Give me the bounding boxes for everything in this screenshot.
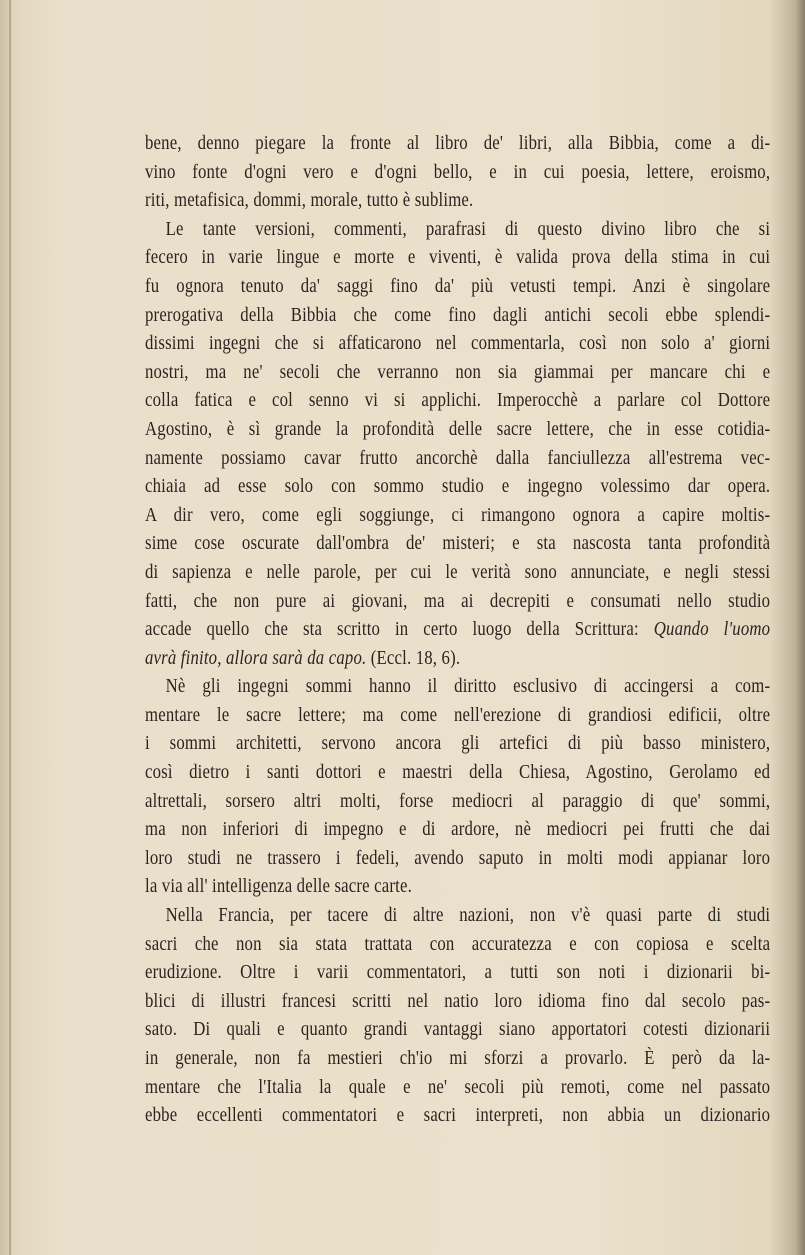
line-text: ebbe eccellenti commentatori e sacri interpreti, non abbia un dizionario bbox=[145, 1105, 771, 1127]
text-line bbox=[145, 959, 770, 988]
line-text: fecero in varie lingue e morte e viventi, è valida prova della stima in cui bbox=[145, 247, 771, 269]
line-text: chiaia ad esse solo con sommo studio e ingegno volessimo dar opera. bbox=[145, 476, 771, 498]
text-line bbox=[145, 530, 770, 559]
line-text: Le tante versioni, commenti, parafrasi di questo divino libro che si bbox=[165, 218, 771, 240]
italic-quote: Quando l'uomo bbox=[653, 619, 771, 641]
text-line bbox=[145, 1016, 770, 1045]
text-line bbox=[145, 730, 770, 759]
line-text: vino fonte d'ogni vero e d'ogni bello, e in cui poesia, lettere, eroismo, bbox=[145, 161, 771, 183]
line-text: nostri, ma ne' secoli che verranno non sia giammai per mancare chi e bbox=[145, 361, 771, 383]
text-line bbox=[145, 159, 770, 188]
text-line bbox=[145, 302, 770, 331]
line-text: accade quello che sta scritto in certo luogo della Scrittura: bbox=[145, 619, 654, 641]
text-line bbox=[145, 1074, 770, 1103]
text-line bbox=[145, 1045, 770, 1074]
text-line bbox=[145, 244, 770, 273]
text-line bbox=[145, 502, 770, 531]
line-text: dissimi ingegni che si affaticarono nel commentarla, così non solo a' giorni bbox=[145, 333, 771, 355]
text-line bbox=[145, 416, 770, 445]
text-line bbox=[145, 559, 770, 588]
text-line bbox=[145, 988, 770, 1017]
line-text: riti, metafisica, dommi, morale, tutto è sublime. bbox=[145, 190, 474, 212]
line-text: la via all' intelligenza delle sacre carte. bbox=[145, 876, 412, 898]
line-text: Agostino, è sì grande la profondità delle sacre lettere, che in esse cotidia- bbox=[145, 418, 771, 440]
text-line bbox=[145, 788, 770, 817]
text-line bbox=[145, 616, 770, 645]
text-line bbox=[145, 473, 770, 502]
line-text: sime cose oscurate dall'ombra de' misteri; e sta nascosta tanta profondità bbox=[145, 533, 771, 555]
text-line bbox=[145, 359, 770, 388]
text-line bbox=[145, 702, 770, 731]
text-line bbox=[145, 445, 770, 474]
text-line bbox=[145, 673, 770, 702]
line-text: bene, denno piegare la fronte al libro de' libri, alla Bibbia, come a di- bbox=[145, 133, 771, 154]
text-line bbox=[145, 588, 770, 617]
line-text: A dir vero, come egli soggiunge, ci rimangono ognora a capire moltis- bbox=[145, 504, 771, 526]
text-line bbox=[145, 130, 770, 159]
line-text: fatti, che non pure ai giovani, ma ai decrepiti e consumati nello studio bbox=[145, 590, 771, 612]
text-line bbox=[145, 816, 770, 845]
line-text: sacri che non sia stata trattata con accuratezza e con copiosa e scelta bbox=[145, 933, 771, 955]
text-line bbox=[145, 759, 770, 788]
line-text: ma non inferiori di impegno e di ardore, nè mediocri pei frutti che dai bbox=[145, 819, 771, 841]
line-text: colla fatica e col senno vi si applichi. Imperocchè a parlare col Dottore bbox=[145, 390, 771, 412]
text-line bbox=[145, 873, 770, 902]
line-text: di sapienza e nelle parole, per cui le verità sono annunciate, e negli stessi bbox=[145, 561, 771, 583]
line-text: Nella Francia, per tacere di altre nazioni, non v'è quasi parte di studi bbox=[165, 905, 771, 927]
text-line bbox=[145, 931, 770, 960]
italic-quote: avrà finito, allora sarà da capo. bbox=[145, 647, 367, 669]
text-line bbox=[145, 387, 770, 416]
line-text: in generale, non fa mestieri ch'io mi sforzi a provarlo. È però da la- bbox=[145, 1048, 771, 1069]
line-text: così dietro i santi dottori e maestri della Chiesa, Agostino, Gerolamo ed bbox=[145, 762, 771, 784]
line-text: (Eccl. 18, 6). bbox=[366, 647, 461, 669]
line-text: blici di illustri francesi scritti nel natio loro idioma fino dal secolo pas- bbox=[145, 990, 771, 1012]
text-line bbox=[145, 330, 770, 359]
text-line bbox=[145, 902, 770, 931]
text-line bbox=[145, 845, 770, 874]
text-line bbox=[145, 1102, 770, 1131]
line-text: fu ognora tenuto da' saggi fino da' più vetusti tempi. Anzi è singolare bbox=[145, 275, 771, 297]
line-text: mentare che l'Italia la quale e ne' secoli più remoti, come nel passato bbox=[145, 1076, 771, 1098]
text-line bbox=[145, 645, 770, 674]
line-text: loro studi ne trassero i fedeli, avendo saputo in molti modi appianar loro bbox=[145, 847, 771, 869]
text-line bbox=[145, 273, 770, 302]
page-text bbox=[145, 130, 770, 1131]
page-edge bbox=[9, 0, 11, 1255]
line-text: Nè gli ingegni sommi hanno il diritto esclusivo di accingersi a com- bbox=[165, 676, 771, 698]
line-text: mentare le sacre lettere; ma come nell'erezione di grandiosi edificii, oltre bbox=[145, 704, 771, 726]
line-text: prerogativa della Bibbia che come fino dagli antichi secoli ebbe splendi- bbox=[145, 304, 771, 326]
line-text: namente possiamo cavar frutto ancorchè dalla fanciullezza all'estrema vec- bbox=[145, 447, 771, 469]
line-text: erudizione. Oltre i varii commentatori, a tutti son noti i dizionarii bi- bbox=[145, 962, 771, 984]
text-line bbox=[145, 187, 770, 216]
text-line bbox=[145, 216, 770, 245]
line-text: sato. Di quali e quanto grandi vantaggi siano apportatori cotesti dizionarii bbox=[145, 1019, 771, 1041]
line-text: altrettali, sorsero altri molti, forse mediocri al paraggio di que' sommi, bbox=[145, 790, 771, 812]
line-text: i sommi architetti, servono ancora gli artefici di più basso ministero, bbox=[145, 733, 771, 755]
